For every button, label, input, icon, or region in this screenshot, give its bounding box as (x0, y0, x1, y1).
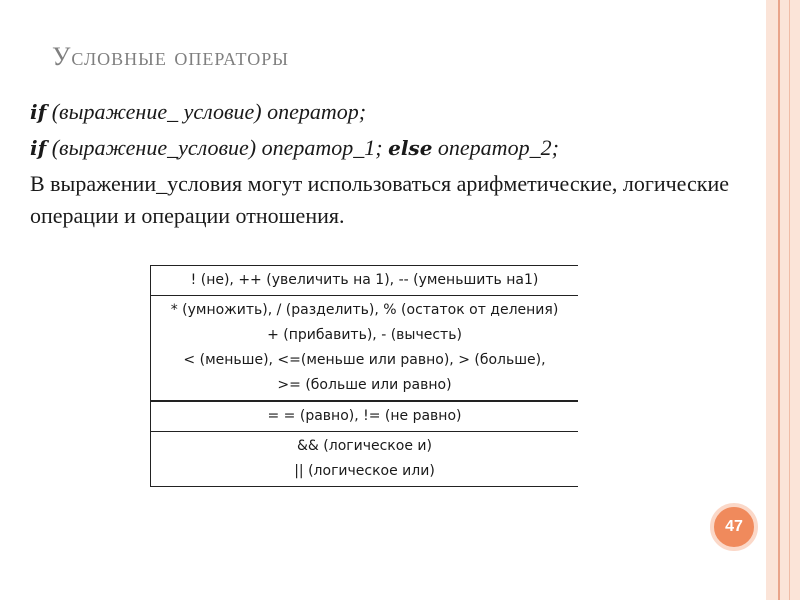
operator-line: < (меньше), <=(меньше или равно), > (больше), (183, 352, 546, 368)
keyword-if: if (30, 136, 47, 160)
table-cell (151, 296, 579, 402)
operators-table (150, 265, 578, 487)
table-row (151, 432, 579, 487)
operator-line: || (логическое или) (294, 463, 435, 479)
operator-line: * (умножить), / (разделить), % (остаток от деления) (170, 302, 559, 318)
table-cell (151, 401, 579, 432)
keyword-if: if (30, 100, 47, 124)
decorative-border-line-thin (789, 0, 790, 600)
page-number-badge (710, 503, 758, 551)
operator-line: = = (равно), != (не равно) (267, 408, 462, 424)
operator-line: ! (не), ++ (увеличить на 1), -- (уменьшить на1) (190, 272, 539, 288)
operator-line: + (прибавить), - (вычесть) (267, 327, 462, 343)
syntax-text: (выражение_условие) оператор_1; (46, 135, 389, 160)
slide-body (30, 94, 750, 232)
table-cell (151, 432, 579, 487)
slide-title: Условные операторы (52, 42, 289, 71)
table-row (151, 296, 579, 402)
table-row (151, 401, 579, 432)
syntax-line-if (30, 94, 750, 130)
decorative-border-line (778, 0, 780, 600)
table-cell (151, 266, 579, 296)
decorative-border-strip (766, 0, 800, 600)
description-paragraph: В выражении_условия могут использоваться арифметические, логические операции и операции отношения. (30, 171, 729, 228)
page-number: 47 (725, 518, 743, 535)
syntax-text: оператор_2; (432, 135, 559, 160)
operator-line: >= (больше или равно) (277, 377, 452, 393)
syntax-line-if-else (30, 130, 750, 166)
operator-line: && (логическое и) (297, 438, 432, 454)
syntax-text: (выражение_ условие) оператор; (46, 99, 367, 124)
keyword-else: else (388, 136, 433, 160)
table-row (151, 266, 579, 296)
